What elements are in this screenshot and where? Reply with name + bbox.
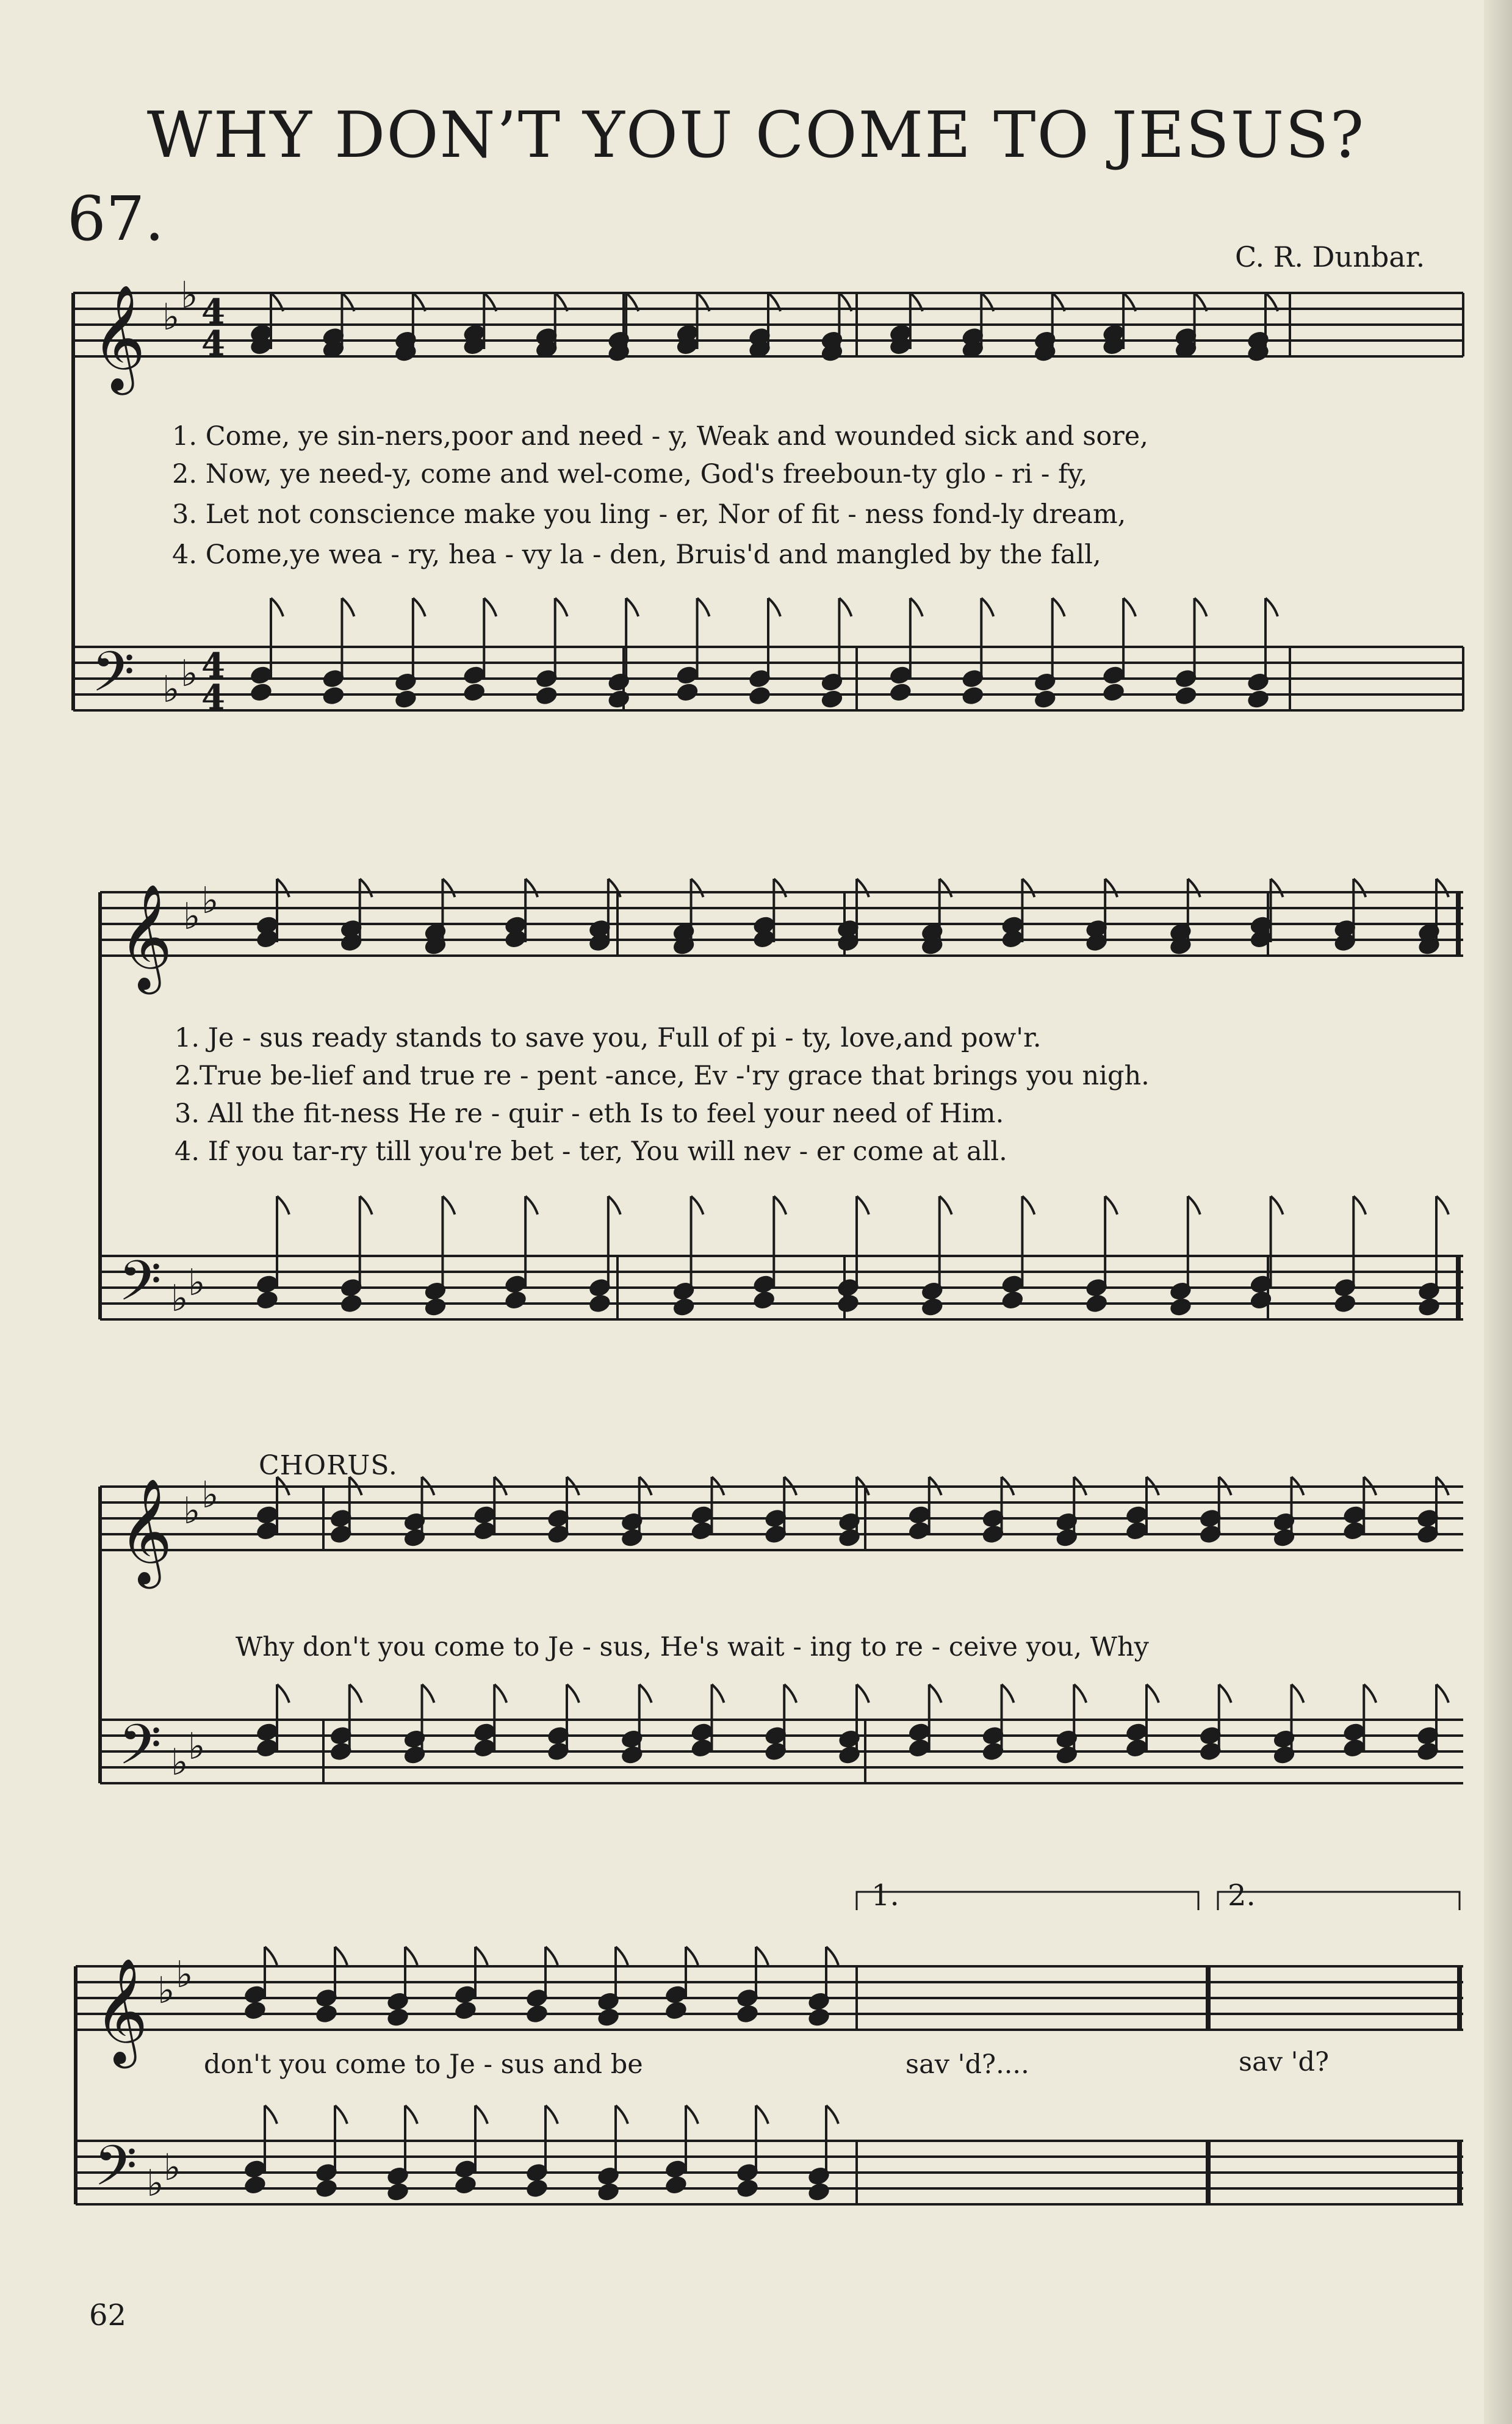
svg-text:♭: ♭	[171, 1741, 189, 1784]
note-head	[256, 1291, 278, 1310]
note-flag	[350, 1684, 362, 1703]
note-flag	[857, 1196, 869, 1214]
note-flag	[940, 879, 952, 897]
note-flag	[910, 598, 923, 616]
note-flag	[1147, 1684, 1159, 1703]
note-head	[463, 683, 485, 702]
svg-text:♭: ♭	[164, 2146, 181, 2189]
note-flag	[768, 598, 780, 616]
note-head	[921, 1297, 943, 1316]
note-head	[244, 2001, 266, 2020]
note-head	[473, 1506, 495, 1524]
note-head	[425, 1297, 447, 1316]
note-flag	[981, 598, 993, 616]
note-flag	[1353, 879, 1366, 897]
note-flag	[475, 2105, 488, 2124]
note-head	[665, 1985, 687, 2004]
note-flag	[1195, 598, 1207, 616]
note-head	[256, 1521, 278, 1540]
note-flag	[413, 598, 425, 616]
note-head	[1247, 690, 1269, 709]
note-head	[589, 1294, 611, 1313]
svg-text:♭: ♭	[181, 274, 198, 317]
svg-text:♭: ♭	[162, 668, 180, 711]
svg-text:𝄞: 𝄞	[118, 884, 173, 990]
note-head	[691, 1521, 713, 1540]
note-flag	[475, 1947, 488, 1965]
note-flag	[1022, 1196, 1034, 1214]
note-flag	[756, 1947, 768, 1965]
staff-4-bass	[76, 2141, 1463, 2204]
note-flag	[484, 598, 496, 616]
note-flag	[929, 1684, 941, 1703]
note-head	[473, 1723, 495, 1742]
note-flag	[442, 879, 455, 897]
note-flag	[712, 1684, 724, 1703]
note-flag	[608, 1196, 621, 1214]
note-flag	[1364, 1684, 1376, 1703]
note-head	[677, 666, 699, 685]
note-flag	[626, 598, 638, 616]
note-flag	[271, 598, 283, 616]
note-head	[1126, 1521, 1148, 1540]
note-flag	[686, 2105, 698, 2124]
note-head	[1343, 1739, 1365, 1758]
chorus-line-2a: don't you come to Je - sus and be	[204, 2049, 643, 2080]
note-head	[387, 2008, 409, 2027]
note-flag	[1292, 1684, 1304, 1703]
note-flag	[525, 879, 538, 897]
note-head	[808, 2182, 830, 2201]
note-flag	[277, 1196, 289, 1214]
note-flag	[1271, 1196, 1283, 1214]
note-head	[837, 1294, 859, 1313]
note-head	[256, 1723, 278, 1742]
note-flag	[839, 598, 851, 616]
svg-text:♭: ♭	[183, 1490, 201, 1532]
note-head	[1343, 1723, 1365, 1742]
note-flag	[857, 879, 869, 897]
verse-4-line-b: 4. If you tar-ry till you're bet - ter, You will nev - er come at all.	[175, 1136, 1007, 1167]
note-head	[473, 1739, 495, 1758]
note-head	[315, 2005, 337, 2024]
note-flag	[545, 2105, 558, 2124]
note-head	[1175, 687, 1197, 705]
note-head	[665, 2160, 687, 2179]
hymn-number: 67.	[67, 183, 165, 254]
note-head	[691, 1723, 713, 1742]
note-head	[340, 1294, 362, 1313]
svg-text:♭: ♭	[188, 1261, 206, 1304]
note-head	[505, 1275, 527, 1294]
note-head	[244, 2160, 266, 2179]
note-flag	[1188, 879, 1200, 897]
note-flag	[826, 1947, 838, 1965]
note-head	[1334, 1294, 1356, 1313]
note-head	[753, 1291, 775, 1310]
note-flag	[608, 879, 621, 897]
note-head	[256, 1275, 278, 1294]
svg-text:𝄞: 𝄞	[118, 1478, 173, 1584]
svg-text:♭: ♭	[157, 1969, 175, 2012]
note-flag	[360, 1196, 372, 1214]
note-head	[1126, 1506, 1148, 1524]
note-head	[665, 2001, 687, 2020]
svg-text:♭: ♭	[146, 2162, 164, 2205]
note-head	[909, 1739, 931, 1758]
note-head	[749, 687, 771, 705]
svg-text:𝄞: 𝄞	[94, 1958, 148, 2064]
note-flag	[405, 2105, 417, 2124]
svg-text:𝄢: 𝄢	[92, 640, 135, 718]
svg-text:𝄢: 𝄢	[94, 2134, 137, 2212]
note-head	[890, 683, 912, 702]
note-flag	[616, 2105, 628, 2124]
note-head	[1002, 1275, 1024, 1294]
note-flag	[525, 1196, 538, 1214]
note-flag	[616, 1947, 628, 1965]
note-head	[673, 1297, 695, 1316]
author-credit: C. R. Dunbar.	[1235, 240, 1425, 273]
note-head	[256, 1506, 278, 1524]
note-flag	[756, 2105, 768, 2124]
note-head	[1126, 1739, 1148, 1758]
note-head	[909, 1521, 931, 1540]
verse-4-line-a: 4. Come,ye wea - ry, hea - vy la - den, Bruis'd and mangled by the fall,	[172, 539, 1101, 570]
note-flag	[691, 879, 704, 897]
note-flag	[1002, 1684, 1014, 1703]
note-head	[505, 916, 527, 935]
note-flag	[360, 879, 372, 897]
note-flag	[442, 1196, 455, 1214]
note-flag	[940, 1196, 952, 1214]
note-head	[244, 1985, 266, 2004]
note-head	[736, 2179, 758, 2198]
svg-text:♭: ♭	[171, 1277, 189, 1320]
note-head	[1103, 666, 1125, 685]
chorus-line-2b: sav 'd?....	[905, 2049, 1029, 2080]
note-flag	[265, 1947, 277, 1965]
note-head	[1002, 1291, 1024, 1310]
note-head	[608, 690, 630, 709]
note-flag	[691, 1196, 704, 1214]
note-flag	[1123, 598, 1136, 616]
note-head	[1343, 1521, 1365, 1540]
svg-text:♭: ♭	[181, 652, 198, 695]
note-head	[665, 2176, 687, 2195]
svg-text:4: 4	[201, 677, 225, 718]
note-flag	[1219, 1684, 1231, 1703]
note-head	[736, 2005, 758, 2024]
note-flag	[1105, 1196, 1117, 1214]
note-head	[244, 2176, 266, 2195]
note-head	[455, 2176, 477, 2195]
note-head	[455, 2001, 477, 2020]
note-flag	[405, 1947, 417, 1965]
note-flag	[774, 879, 786, 897]
note-flag	[567, 1684, 579, 1703]
note-flag	[494, 1684, 506, 1703]
note-flag	[686, 1947, 698, 1965]
svg-text:𝄢: 𝄢	[118, 1712, 162, 1791]
svg-text:♭: ♭	[162, 296, 180, 339]
note-flag	[277, 879, 289, 897]
note-head	[323, 687, 345, 705]
note-head	[1170, 1297, 1192, 1316]
svg-text:♭: ♭	[188, 1725, 206, 1768]
note-head	[1343, 1506, 1365, 1524]
svg-text:4: 4	[201, 292, 225, 332]
note-head	[473, 1521, 495, 1540]
note-flag	[826, 2105, 838, 2124]
note-flag	[1074, 1684, 1086, 1703]
note-head	[821, 690, 843, 709]
note-head	[1126, 1723, 1148, 1742]
page-number: 62	[89, 2298, 127, 2332]
note-flag	[639, 1684, 652, 1703]
note-flag	[774, 1196, 786, 1214]
note-head	[597, 2182, 619, 2201]
note-flag	[1436, 1196, 1449, 1214]
svg-text:4: 4	[201, 646, 225, 686]
note-head	[455, 2160, 477, 2179]
note-flag	[342, 598, 354, 616]
chorus-line-2c: sav 'd?	[1239, 2047, 1330, 2077]
note-head	[250, 683, 272, 702]
note-head	[256, 916, 278, 935]
svg-text:♭: ♭	[201, 1474, 219, 1517]
note-head	[536, 687, 558, 705]
note-head	[1085, 1294, 1107, 1313]
note-head	[1103, 683, 1125, 702]
note-flag	[1353, 1196, 1366, 1214]
note-flag	[697, 598, 710, 616]
note-head	[691, 1739, 713, 1758]
note-head	[250, 666, 272, 685]
note-head	[890, 666, 912, 685]
note-flag	[277, 1684, 289, 1703]
note-head	[691, 1506, 713, 1524]
note-head	[315, 2179, 337, 2198]
verse-1-line-a: 1. Come, ye sin-ners,poor and need - y, Weak and wounded sick and sore,	[172, 421, 1148, 452]
second-ending-label: 2.	[1228, 1878, 1256, 1913]
verse-3-line-b: 3. All the fit-ness He re - quir - eth Is to feel your need of Him.	[175, 1098, 1004, 1129]
hymn-title: WHY DON’T YOU COME TO JESUS?	[146, 98, 1366, 172]
note-head	[256, 1739, 278, 1758]
note-head	[909, 1506, 931, 1524]
note-head	[753, 1275, 775, 1294]
verse-2-line-b: 2.True be-lief and true re - pent -ance, Ev -'ry grace that brings you nigh.	[175, 1061, 1150, 1091]
note-flag	[1022, 879, 1034, 897]
note-head	[463, 666, 485, 685]
note-flag	[335, 2105, 347, 2124]
note-head	[1034, 690, 1056, 709]
svg-text:♭: ♭	[176, 1953, 193, 1996]
note-head	[909, 1723, 931, 1742]
note-head	[526, 2005, 548, 2024]
note-flag	[1436, 1684, 1449, 1703]
note-flag	[265, 2105, 277, 2124]
note-flag	[1265, 598, 1278, 616]
note-head	[677, 683, 699, 702]
svg-text:♭: ♭	[201, 879, 219, 922]
note-flag	[1105, 879, 1117, 897]
note-head	[505, 1291, 527, 1310]
svg-text:4: 4	[201, 323, 225, 364]
note-flag	[857, 1684, 869, 1703]
verse-1-line-b: 1. Je - sus ready stands to save you, Full of pi - ty, love,and pow'r.	[175, 1023, 1042, 1053]
note-flag	[422, 1684, 434, 1703]
note-flag	[784, 1684, 796, 1703]
note-head	[526, 2179, 548, 2198]
note-head	[395, 690, 417, 709]
first-ending-label: 1.	[871, 1878, 899, 1913]
verse-3-line-a: 3. Let not conscience make you ling - er, Nor of fit - ness fond-ly dream,	[172, 499, 1126, 530]
chorus-line-1: Why don't you come to Je - sus, He's wait - ing to re - ceive you, Why	[236, 1632, 1149, 1662]
svg-text:♭: ♭	[183, 895, 201, 938]
note-flag	[1053, 598, 1065, 616]
note-flag	[335, 1947, 347, 1965]
svg-text:𝄞: 𝄞	[92, 284, 146, 391]
note-head	[455, 1985, 477, 2004]
note-head	[808, 2008, 830, 2027]
svg-text:𝄢: 𝄢	[118, 1249, 162, 1327]
note-head	[962, 687, 984, 705]
note-flag	[1271, 879, 1283, 897]
staff-4-treble	[76, 1966, 1463, 2030]
chorus-label: CHORUS.	[259, 1450, 398, 1481]
note-flag	[555, 598, 567, 616]
note-flag	[1188, 1196, 1200, 1214]
note-head	[597, 2008, 619, 2027]
note-flag	[545, 1947, 558, 1965]
note-head	[1418, 1297, 1440, 1316]
note-head	[753, 916, 775, 935]
note-head	[387, 2182, 409, 2201]
verse-2-line-a: 2. Now, ye need-y, come and wel-come, God's freeboun-ty glo - ri - fy,	[172, 459, 1088, 489]
note-head	[1002, 916, 1024, 935]
note-flag	[1436, 879, 1449, 897]
